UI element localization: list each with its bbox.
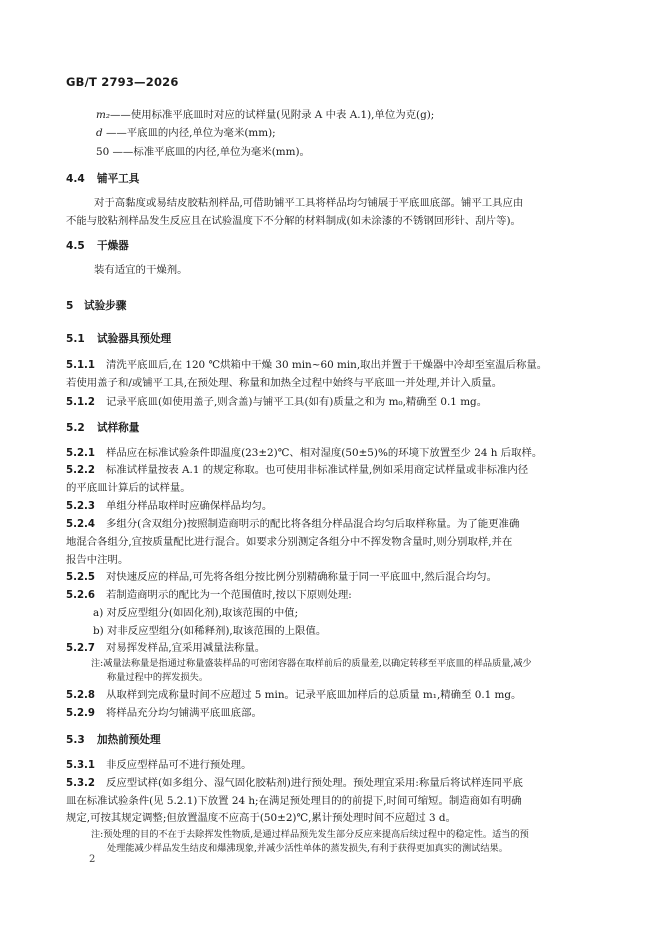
section-title: 干燥器 (97, 240, 129, 252)
page-number: 2 (89, 854, 96, 865)
var-definition (96, 108, 434, 122)
paragraph-line: 的平底皿计算后的试样量。 (66, 482, 191, 494)
note-line: 注:减量法称量是指通过称量盛装样品的可密闭容器在取样前后的质量差,以确定转移至平底皿的样品质量,减少 (91, 658, 532, 669)
clause-text: 样品应在标准试验条件即温度(23±2)℃、相对湿度(50±5)%的环境下放置至少 24 h 后取样。 (106, 447, 543, 459)
clause-number: 5.2.3 (66, 501, 96, 512)
section-heading-4-4 (66, 172, 139, 186)
section-number: 5.1 (66, 333, 85, 345)
var-text: ——平底皿的内径,单位为毫米(mm); (102, 127, 276, 139)
clause-5-1-1 (66, 358, 547, 373)
clause-number: 5.1.1 (66, 360, 96, 371)
section-number: 5.3 (66, 734, 85, 746)
clause-text: 清洗平底皿后,在 120 ℃烘箱中干燥 30 min~60 min,取出并置于干燥器中冷却至室温后称量。 (106, 359, 548, 371)
clause-text: 若制造商明示的配比为一个范围值时,按以下原则处理: (106, 589, 352, 601)
list-item-a: a) 对反应型组分(如固化剂),取该范围的中值; (93, 607, 299, 619)
note-line: 称量过程中的挥发损失。 (107, 672, 209, 683)
section-heading-5-3 (66, 733, 161, 747)
clause-5-2-2 (66, 463, 528, 478)
paragraph-line: 对于高黏度或易结皮胶粘剂样品,可借助铺平工具将样品均匀铺展于平底皿底部。铺平工具应由 (94, 197, 524, 209)
clause-5-2-3 (66, 499, 272, 514)
section-heading-5-2 (66, 421, 139, 435)
paragraph-line: 装有适宜的干燥剂。 (94, 264, 188, 276)
clause-number: 5.1.2 (66, 397, 96, 408)
var-text: ——标准平底皿的内径,单位为毫米(mm)。 (109, 146, 310, 158)
clause-number: 5.2.7 (66, 643, 96, 654)
clause-number: 5.3.2 (66, 778, 96, 789)
clause-text: 记录平底皿(如使用盖子,则含盖)与铺平工具(如有)质量之和为 m₀,精确至 0.1 mg。 (106, 396, 488, 408)
clause-5-2-6 (66, 588, 352, 603)
clause-text: 对快速反应的样品,可先将各组分按比例分别精确称量于同一平底皿中,然后混合均匀。 (106, 571, 498, 583)
clause-5-2-7 (66, 641, 265, 656)
section-number: 5.2 (66, 422, 85, 434)
clause-number: 5.2.9 (66, 708, 96, 719)
section-title: 试样称量 (97, 422, 140, 434)
paragraph-line: 皿在标准试验条件(见 5.2.1)下放置 24 h;在满足预处理目的的前提下,时间可缩短。制造商如有明确 (66, 795, 522, 807)
paragraph-line: 若使用盖子和/或铺平工具,在预处理、称量和加热全过程中始终与平底皿一并处理,并计入质量。 (66, 377, 503, 389)
standard-header: GB/T 2793—2026 (66, 75, 179, 89)
clause-number: 5.2.2 (66, 465, 96, 476)
clause-5-2-5 (66, 570, 497, 585)
clause-text: 从取样到完成称量时间不应超过 5 min。记录平底皿加样后的总质量 m₁,精确至 0.1 mg。 (106, 689, 522, 701)
paragraph-line: 报告中注明。 (66, 554, 129, 566)
clause-text: 对易挥发样品,宜采用减量法称量。 (106, 642, 266, 654)
section-title: 铺平工具 (97, 173, 140, 185)
section-title: 加热前预处理 (97, 734, 161, 746)
list-item-b: b) 对非反应型组分(如稀释剂),取该范围的上限值。 (93, 625, 327, 637)
clause-text: 反应型试样(如多组分、湿气固化胶粘剂)进行预处理。预处理宜采用:称量后将试样连同平底 (106, 777, 523, 789)
section-heading-4-5 (66, 239, 129, 253)
section-title: 试验器具预处理 (97, 333, 172, 345)
var-symbol: d (96, 127, 103, 139)
clause-number: 5.3.1 (66, 760, 96, 771)
clause-5-2-9 (66, 706, 262, 721)
var-definition (96, 126, 276, 140)
chapter-heading-5 (66, 299, 126, 313)
clause-text: 多组分(含双组分)按照制造商明示的配比将各组分样品混合均匀后取样称量。为了能更准确 (106, 518, 520, 530)
var-definition (96, 145, 310, 159)
clause-text: 标准试样量按表 A.1 的规定称取。也可使用非标准试样量,例如采用商定试样量或非标准内径 (106, 464, 529, 476)
paragraph-line: 地混合各组分,宜按质量配比进行混合。如要求分别测定各组分中不挥发物含量时,则分别取样,并在 (66, 536, 513, 548)
var-text: ——使用标准平底皿时对应的试样量(见附录 A 中表 A.1),单位为克(g); (110, 109, 435, 121)
var-symbol: m₂ (96, 109, 111, 121)
clause-5-1-2 (66, 395, 487, 410)
var-symbol: 50 (96, 146, 110, 158)
section-heading-5-1 (66, 332, 171, 346)
clause-number: 5.2.8 (66, 690, 96, 701)
section-number: 4.5 (66, 240, 85, 252)
paragraph-line: 不能与胶粘剂样品发生反应且在试验温度下不分解的材料制成(如未涂漆的不锈钢回形针、刮片等)。 (66, 215, 521, 227)
clause-number: 5.2.1 (66, 448, 96, 459)
note-line: 注:预处理的目的不在于去除挥发性物质,是通过样品预先发生部分反应来提高后续过程中的稳定性。适当的预 (91, 829, 529, 840)
chapter-number: 5 (66, 300, 74, 312)
clause-number: 5.2.6 (66, 590, 96, 601)
clause-text: 单组分样品取样时应确保样品均匀。 (106, 500, 273, 512)
paragraph-line: 规定,可按其规定调整;但放置温度不应高于(50±2)℃,累计预处理时间不应超过 3 d。 (66, 812, 456, 824)
section-number: 4.4 (66, 173, 85, 185)
clause-5-3-2 (66, 776, 523, 791)
clause-5-2-8 (66, 688, 521, 703)
clause-number: 5.2.4 (66, 519, 96, 530)
clause-5-2-4 (66, 517, 519, 532)
clause-text: 非反应型样品可不进行预处理。 (106, 759, 252, 771)
clause-number: 5.2.5 (66, 572, 96, 583)
clause-5-3-1 (66, 758, 251, 773)
note-line: 处理能减少样品发生结皮和爆沸现象,并减少活性单体的蒸发损失,有利于获得更加真实的测试结果。 (107, 843, 508, 854)
clause-5-2-1 (66, 446, 542, 461)
clause-text: 将样品充分均匀铺满平底皿底部。 (106, 707, 262, 719)
chapter-title: 试验步骤 (84, 300, 127, 312)
